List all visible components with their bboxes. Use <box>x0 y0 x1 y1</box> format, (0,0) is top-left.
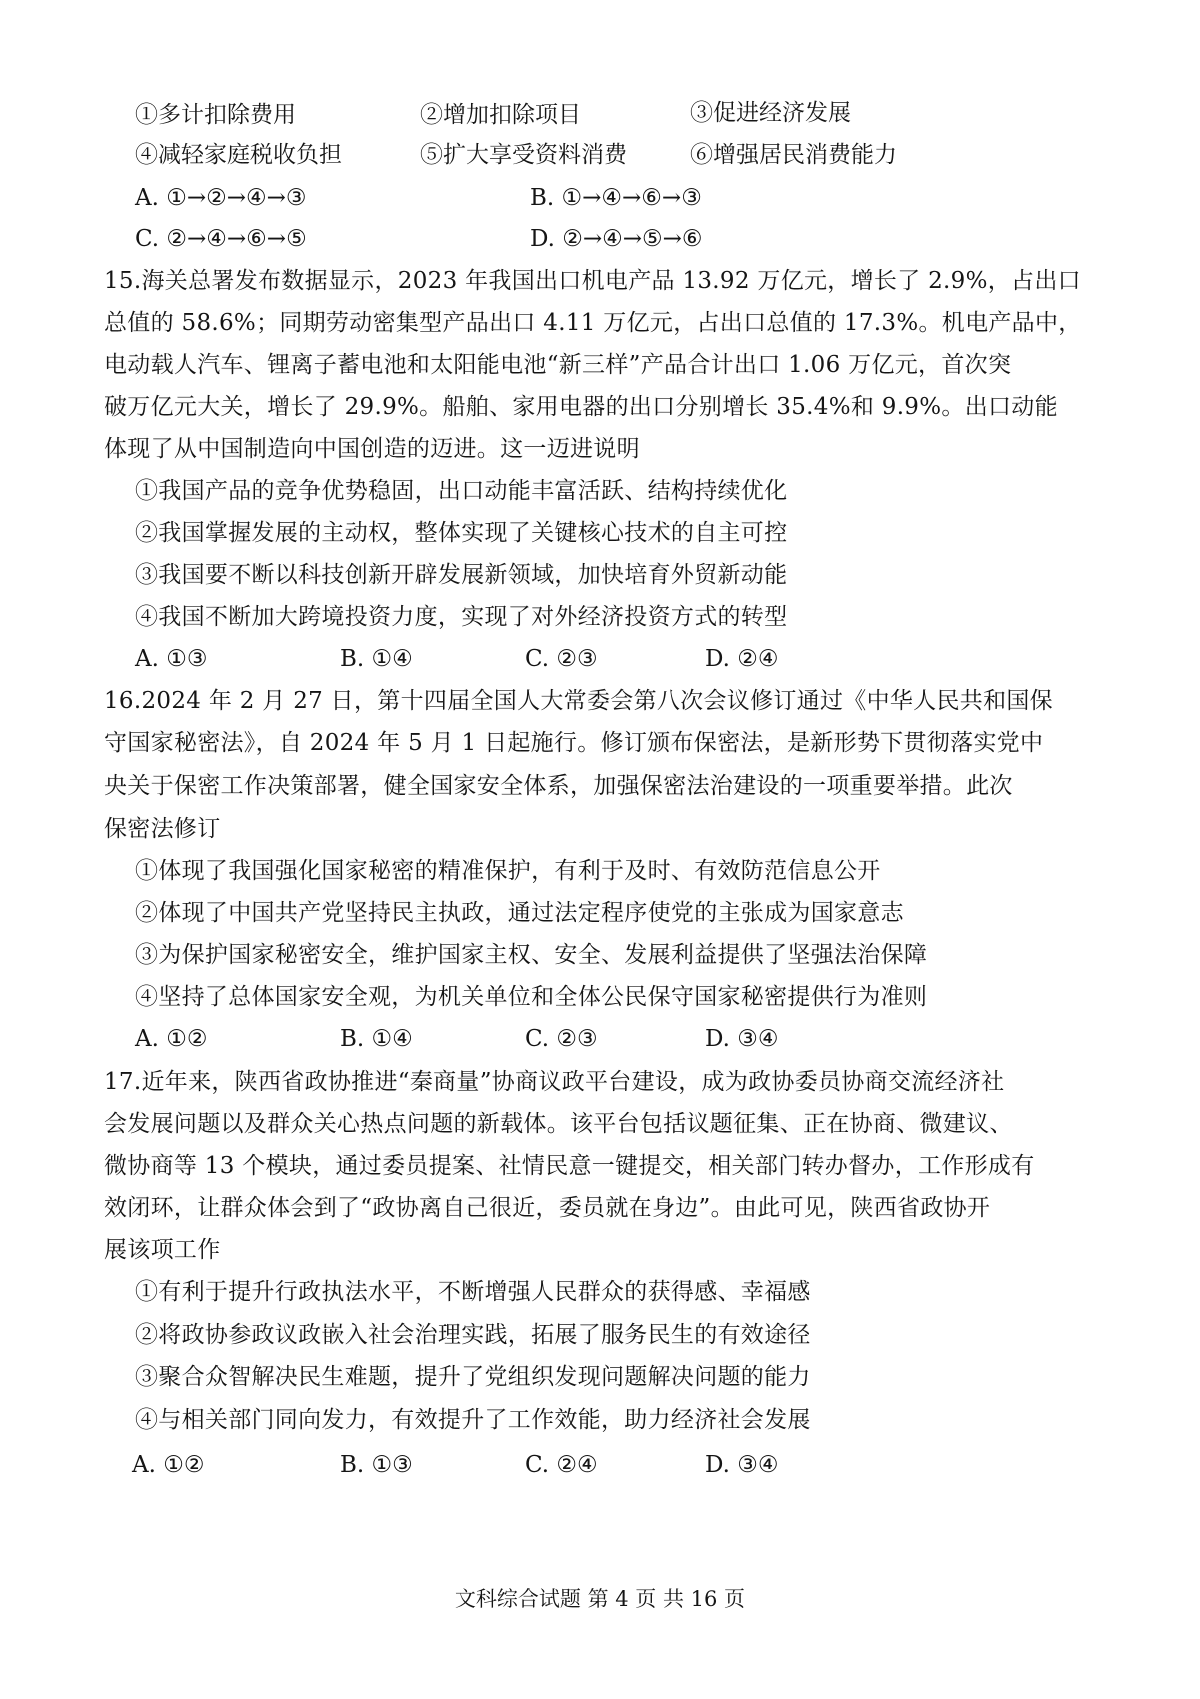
q15-stem-line: 15.海关总署发布数据显示，2023 年我国出口机电产品 13.92 万亿元，增长了 2.9%，占出口 <box>104 268 1081 294</box>
q14-item-1: ①多计扣除费用 <box>135 102 296 128</box>
q16-option-c: C. ②③ <box>525 1026 598 1052</box>
q16-item-4: ④坚持了总体国家安全观，为机关单位和全体公民保守国家秘密提供行为准则 <box>135 984 928 1010</box>
q16-option-a: A. ①② <box>135 1026 208 1052</box>
q15-item-1: ①我国产品的竞争优势稳固，出口动能丰富活跃、结构持续优化 <box>135 478 788 504</box>
q14-item-5: ⑤扩大享受资料消费 <box>420 142 627 168</box>
q16-option-d: D. ③④ <box>705 1026 779 1052</box>
q15-stem-line: 体现了从中国制造向中国创造的迈进。这一迈进说明 <box>104 436 640 462</box>
q17-option-d: D. ③④ <box>705 1452 779 1478</box>
q17-item-4: ④与相关部门同向发力，有效提升了工作效能，助力经济社会发展 <box>135 1407 811 1433</box>
q14-option-a: A. ①→②→④→③ <box>135 185 307 211</box>
q17-item-1: ①有利于提升行政执法水平，不断增强人民群众的获得感、幸福感 <box>135 1279 811 1305</box>
q17-stem-line: 效闭环，让群众体会到了“政协离自己很近，委员就在身边”。由此可见，陕西省政协开 <box>104 1195 991 1221</box>
q16-item-3: ③为保护国家秘密安全，维护国家主权、安全、发展利益提供了坚强法治保障 <box>135 942 928 968</box>
q16-option-b: B. ①④ <box>340 1026 413 1052</box>
q17-option-c: C. ②④ <box>525 1452 598 1478</box>
q15-option-d: D. ②④ <box>705 646 779 672</box>
q15-stem-line: 电动载人汽车、锂离子蓄电池和太阳能电池“新三样”产品合计出口 1.06 万亿元，首次突 <box>104 352 1012 378</box>
q16-item-2: ②体现了中国共产党坚持民主执政，通过法定程序使党的主张成为国家意志 <box>135 900 904 926</box>
q17-stem-line: 17.近年来，陕西省政协推进“秦商量”协商议政平台建设，成为政协委员协商交流经济社 <box>104 1069 1005 1095</box>
q15-option-b: B. ①④ <box>340 646 413 672</box>
q16-item-1: ①体现了我国强化国家秘密的精准保护，有利于及时、有效防范信息公开 <box>135 858 881 884</box>
q15-option-c: C. ②③ <box>525 646 598 672</box>
q16-stem-line: 央关于保密工作决策部署，健全国家安全体系，加强保密法治建设的一项重要举措。此次 <box>104 773 1013 799</box>
q16-stem-line: 守国家秘密法》，自 2024 年 5 月 1 日起施行。修订颁布保密法，是新形势下贯彻落实党中 <box>104 730 1044 756</box>
q14-option-c: C. ②→④→⑥→⑤ <box>135 226 307 252</box>
q15-stem-line: 总值的 58.6%；同期劳动密集型产品出口 4.11 万亿元，占出口总值的 17.3%。机电产品中， <box>104 310 1082 336</box>
q14-item-3: ③促进经济发展 <box>690 100 851 126</box>
q17-item-2: ②将政协参政议政嵌入社会治理实践，拓展了服务民生的有效途径 <box>135 1322 811 1348</box>
q15-item-3: ③我国要不断以科技创新开辟发展新领域，加快培育外贸新动能 <box>135 562 788 588</box>
q15-item-4: ④我国不断加大跨境投资力度，实现了对外经济投资方式的转型 <box>135 604 788 630</box>
q15-option-a: A. ①③ <box>135 646 208 672</box>
q14-option-d: D. ②→④→⑤→⑥ <box>530 226 703 252</box>
q17-option-b: B. ①③ <box>340 1452 413 1478</box>
q17-stem-line: 微协商等 13 个模块，通过委员提案、社情民意一键提交，相关部门转办督办，工作形成有 <box>104 1153 1035 1179</box>
page-footer: 文科综合试题 第 4 页 共 16 页 <box>454 1587 746 1611</box>
q14-item-6: ⑥增强居民消费能力 <box>690 142 897 168</box>
q14-option-b: B. ①→④→⑥→③ <box>530 185 702 211</box>
q14-item-2: ②增加扣除项目 <box>420 102 581 128</box>
q17-stem-line: 展该项工作 <box>104 1237 221 1263</box>
q17-stem-line: 会发展问题以及群众关心热点问题的新载体。该平台包括议题征集、正在协商、微建议、 <box>104 1111 1013 1137</box>
q16-stem-line: 16.2024 年 2 月 27 日，第十四届全国人大常委会第八次会议修订通过《中华人民共和国保 <box>104 688 1053 714</box>
q16-stem-line: 保密法修订 <box>104 816 221 842</box>
q15-stem-line: 破万亿元大关，增长了 29.9%。船舶、家用电器的出口分别增长 35.4%和 9.9%。出口动能 <box>104 394 1058 420</box>
q14-item-4: ④减轻家庭税收负担 <box>135 142 342 168</box>
q15-item-2: ②我国掌握发展的主动权，整体实现了关键核心技术的自主可控 <box>135 520 788 546</box>
q17-option-a: A. ①② <box>132 1452 205 1478</box>
q17-item-3: ③聚合众智解决民生难题，提升了党组织发现问题解决问题的能力 <box>135 1364 811 1390</box>
